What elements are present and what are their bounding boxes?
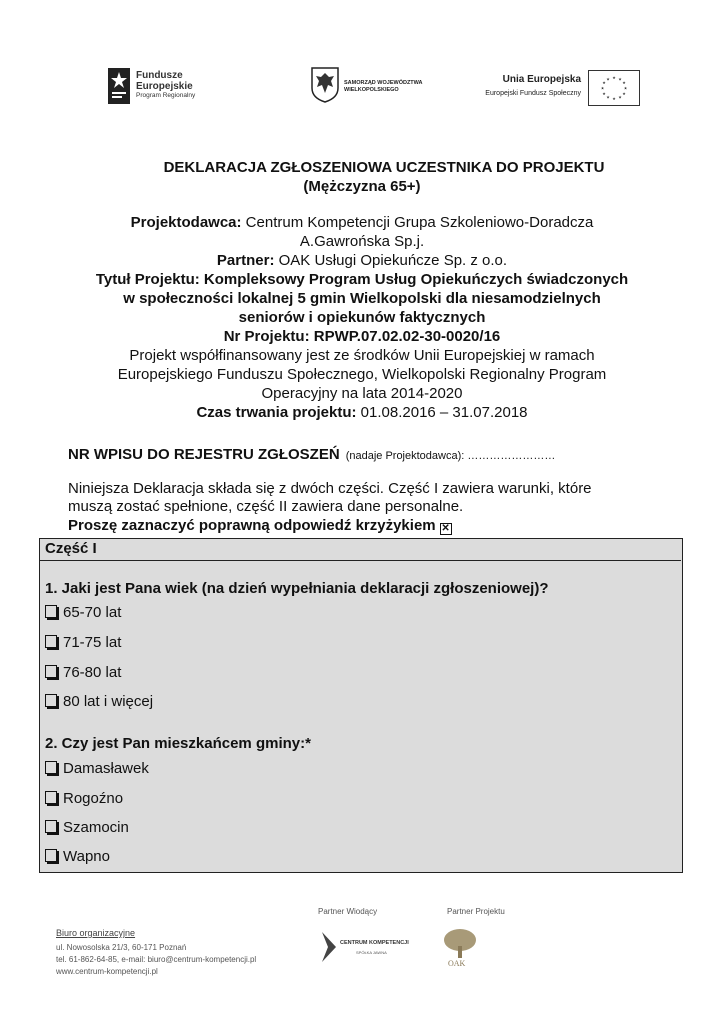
footer-address [56,942,256,978]
partner-value: OAK Usługi Opiekuńcze Sp. z o.o. [274,252,508,269]
registry-note: (nadaje Projektodawca): …………………… [345,450,556,462]
fe-line2: Europejskie [136,81,193,92]
eagle-crest-icon [310,66,340,104]
duration-value: 01.08.2016 – 31.07.2018 [356,404,528,421]
svg-text:★: ★ [606,94,610,100]
svg-text:★: ★ [612,96,616,101]
project-info [40,213,684,422]
svg-text:★: ★ [618,76,622,82]
part1-header [39,538,681,561]
beneficiary-label: Projektodawca: [130,214,242,231]
project-partner-label: Partner Projektu [447,907,505,916]
footer-address-line2: tel. 61-862-64-85, e-mail: biuro@centrum-kompetencji.pl [56,955,257,964]
checkbox-icon[interactable] [45,694,57,707]
option-szamocin[interactable]: Szamocin [45,819,129,836]
oak-logo [440,928,480,970]
svg-text:★: ★ [602,91,606,96]
samorzad-logo [310,66,450,108]
svg-text:★: ★ [600,85,605,91]
centrum-kompetencji-logo [320,930,410,964]
declaration-subtitle: (Mężczyzna 65+) [303,178,421,195]
beneficiary-value-2: A.Gawrońska Sp.j. [299,233,425,250]
duration-label: Czas trwania projektu: [196,404,357,421]
svg-text:★: ★ [618,94,622,100]
funding-line3: Operacyjny na lata 2014-2020 [261,385,463,402]
fe-line1: Fundusze [136,70,183,81]
intro-line1: Niniejsza Deklaracja składa się z dwóch części. Część I zawiera warunki, które [68,480,592,497]
beneficiary-value: Centrum Kompetencji Grupa Szkoleniowo-Doradcza [241,214,594,231]
checkbox-icon[interactable] [45,791,57,804]
part1-heading: Część I [45,540,97,557]
ue-line2: Europejski Fundusz Społeczny [485,90,581,97]
footer-address-line1: ul. Nowosolska 21/3, 60-171 Poznań [56,943,187,952]
footer-address-line3: www.centrum-kompetencji.pl [56,967,158,976]
checkbox-icon[interactable] [45,635,57,648]
unia-europejska-logo [478,70,643,110]
fe-star-icon [108,68,130,104]
svg-text:★: ★ [622,80,626,85]
footer-office-label: Biuro organizacyjne [56,928,136,938]
option-damaslawek[interactable]: Damasławek [45,760,149,777]
option-age-76-80[interactable]: 76-80 lat [45,664,121,681]
ck-chevron-icon [320,932,338,962]
sw-line2: WIELKOPOLSKIEGO [344,87,399,93]
project-number: Nr Projektu: RPWP.07.02.02-30-0020/16 [223,328,501,345]
ck-sub: SPÓŁKA JAWNA [356,950,387,955]
svg-text:★: ★ [622,91,626,96]
fundusze-europejskie-logo [108,66,218,108]
svg-text:★: ★ [606,76,610,82]
registry-number [68,446,555,463]
x-checkbox-icon: ✕ [441,523,450,534]
option-rogozno[interactable]: Rogoźno [45,790,123,807]
project-title-line2: w społeczności lokalnej 5 gmin Wielkopolski dla niesamodzielnych [123,290,601,307]
project-title-line1: Tytuł Projektu: Kompleksowy Program Usług Opiekuńczych świadczonych [95,271,629,288]
instruction-text: Proszę zaznaczyć poprawną odpowiedź krzyżykiem [68,517,436,534]
checkbox-icon[interactable] [45,665,57,678]
oak-name: OAK [448,959,466,968]
intro-line2: muszą zostać spełnione, część II zawiera dane personalne. [68,498,464,515]
option-wapno[interactable]: Wapno [45,848,110,865]
question-age: 1. Jaki jest Pana wiek (na dzień wypełniania deklaracji zgłoszeniowej)? [45,580,549,597]
checkbox-icon[interactable] [45,849,57,862]
checkbox-icon[interactable] [45,761,57,774]
svg-text:★: ★ [623,85,628,91]
ue-line1: Unia Europejska [502,74,581,85]
question-municipality: 2. Czy jest Pan mieszkańcem gminy:* [45,735,311,752]
option-age-80-plus[interactable]: 80 lat i więcej [45,693,153,710]
ck-name: CENTRUM KOMPETENCJI [340,940,409,946]
svg-text:★: ★ [612,75,616,80]
oak-tree-icon [440,928,480,960]
project-title-line3: seniorów i opiekunów faktycznych [238,309,486,326]
eu-flag-icon [588,70,640,106]
fe-line3: Program Regionalny [136,92,196,99]
funding-line2: Europejskiego Funduszu Społecznego, Wielkopolski Regionalny Program [117,366,607,383]
sw-line1: SAMORZĄD WOJEWÓDZTWA [344,80,423,86]
option-age-71-75[interactable]: 71-75 lat [45,634,121,651]
declaration-title: DEKLARACJA ZGŁOSZENIOWA UCZESTNIKA DO PROJEKTU [163,159,605,176]
instruction [68,517,452,534]
checkbox-icon[interactable] [45,605,57,618]
lead-partner-label: Partner Wiodący [318,907,378,916]
svg-text:★: ★ [602,80,606,85]
registry-label: NR WPISU DO REJESTRU ZGŁOSZEŃ [68,446,340,463]
checkbox-icon[interactable] [45,820,57,833]
option-age-65-70[interactable]: 65-70 lat [45,604,121,621]
partner-label: Partner: [216,252,275,269]
funding-line1: Projekt współfinansowany jest ze środków Unii Europejskiej w ramach [129,347,595,364]
